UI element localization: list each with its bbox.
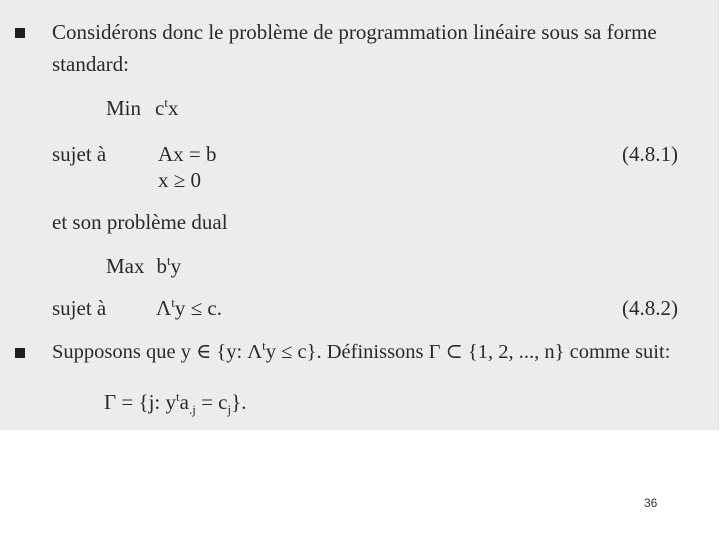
- suppose-line: [52, 340, 670, 364]
- gamma-part-b: a: [179, 390, 189, 414]
- primal-min-keyword: Min: [106, 96, 142, 120]
- gamma-transpose: t: [175, 389, 180, 404]
- dual-constraint-transpose: t: [171, 295, 175, 310]
- intro-line-cont: standard:: [52, 52, 129, 76]
- primal-obj-transpose: t: [164, 95, 168, 110]
- gamma-part-a: Γ = {j: y: [104, 390, 176, 414]
- bullet-2-icon: [15, 348, 25, 358]
- primal-obj-x: x: [167, 96, 179, 120]
- bullet-1-icon: [15, 28, 25, 38]
- primal-constraint-1: Ax = b: [158, 142, 217, 166]
- gamma-definition: [104, 389, 247, 418]
- intro-line: Considérons donc le problème de programmation linéaire sous sa forme: [52, 20, 657, 44]
- dual-intro-line: et son problème dual: [52, 210, 228, 234]
- dual-obj-b: b: [156, 254, 167, 278]
- dual-constraint-lambda: Λ: [156, 296, 172, 320]
- suppose-part-b: y ≤ c}. Définissons Γ ⊂ {1, 2, ..., n} comme suit:: [265, 341, 671, 363]
- gamma-part-c: = c: [195, 390, 228, 414]
- equation-label-4-8-1: (4.8.1): [622, 142, 678, 166]
- page-number: 36: [644, 496, 658, 510]
- gamma-part-d: }.: [231, 390, 247, 414]
- dual-obj-y: y: [170, 254, 182, 278]
- dual-obj-transpose: t: [167, 253, 171, 268]
- suppose-transpose: t: [262, 338, 266, 354]
- suppose-part-a: Supposons que y ∈ {y: Λ: [52, 341, 263, 363]
- subject-to-label-1: sujet à: [52, 142, 107, 166]
- gamma-sub-j: j: [227, 402, 232, 418]
- primal-objective: [106, 96, 178, 120]
- dual-constraint: [156, 296, 222, 320]
- gamma-sub-col: .j: [188, 402, 196, 418]
- primal-constraint-2: x ≥ 0: [158, 168, 202, 192]
- dual-max-keyword: Max: [106, 254, 145, 278]
- subject-to-label-2: sujet à: [52, 296, 107, 320]
- primal-obj-c: c: [155, 96, 165, 120]
- dual-objective: [106, 254, 181, 278]
- equation-label-4-8-2: (4.8.2): [622, 296, 678, 320]
- dual-constraint-tail: y ≤ c.: [174, 296, 222, 320]
